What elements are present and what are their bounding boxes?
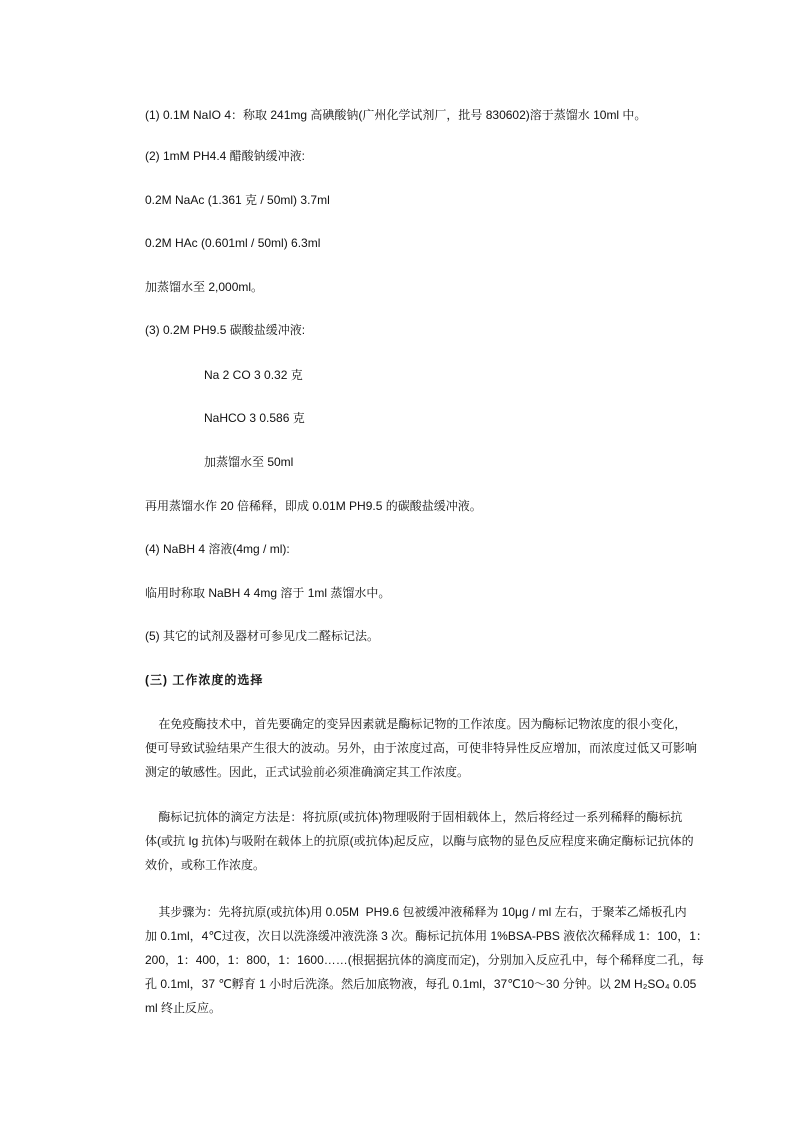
reagent-item-4: (4) NaBH 4 溶液(4mg / ml): [145,542,290,556]
paragraph-line: 效价，或称工作浓度。 [145,858,266,872]
paragraph-line: 测定的敏感性。因此，正式试验前必须准确滴定其工作浓度。 [145,765,470,779]
paragraph-line: 其步骤为：先将抗原(或抗体)用 0.05M PH9.6 包被缓冲液稀释为 10μg / ml 左右，于聚苯乙烯板孔内 [145,905,687,919]
reagent-line: 0.2M NaAc (1.361 克 / 50ml) 3.7ml [145,193,330,207]
paragraph-line: 加 0.1ml，4℃过夜，次日以洗涤缓冲液洗涤 3 次。酶标记抗体用 1%BSA-PBS 液依次稀释成 1：100，1： [145,929,708,943]
reagent-line: 加蒸馏水至 50ml [204,455,294,469]
paragraph-line: 孔 0.1ml，37 ℃孵育 1 小时后洗涤。然后加底物液，每孔 0.1ml，37℃10～30 分钟。以 2M H₂SO₄ 0.05 [145,977,697,991]
reagent-line: Na 2 CO 3 0.32 克 [204,368,303,382]
paragraph-line: 酶标记抗体的滴定方法是：将抗原(或抗体)物理吸附于固相载体上，然后将经过一系列稀释的酶标抗 [145,810,683,824]
reagent-item-5: (5) 其它的试剂及器材可参见戊二醛标记法。 [145,629,380,643]
reagent-line: 再用蒸馏水作 20 倍稀释，即成 0.01M PH9.5 的碳酸盐缓冲液。 [145,499,482,513]
reagent-line: 加蒸馏水至 2,000ml。 [145,280,264,294]
paragraph-line: 200，1：400，1：800，1：1600……(根据据抗体的滴度而定)，分别加入反应孔中，每个稀释度二孔，每 [145,953,704,967]
reagent-line: 0.2M HAc (0.601ml / 50ml) 6.3ml [145,236,321,250]
reagent-item-1: (1) 0.1M NaIO 4：称取 241mg 高碘酸钠(广州化学试剂厂，批号 830602)溶于蒸馏水 10ml 中。 [145,108,647,122]
reagent-line: 临用时称取 NaBH 4 4mg 溶于 1ml 蒸馏水中。 [145,586,391,600]
paragraph-line: 便可导致试验结果产生很大的波动。另外，由于浓度过高，可使非特异性反应增加，而浓度过低又可影响 [145,741,698,755]
reagent-line: NaHCO 3 0.586 克 [204,411,305,425]
paragraph-line: ml 终止反应。 [145,1001,221,1015]
reagent-item-2: (2) 1mM PH4.4 醋酸钠缓冲液: [145,149,306,163]
reagent-item-3: (3) 0.2M PH9.5 碳酸盐缓冲液: [145,323,306,337]
paragraph-line: 在免疫酶技术中，首先要确定的变异因素就是酶标记物的工作浓度。因为酶标记物浓度的很小变化， [145,717,687,731]
paragraph-line: 体(或抗 Ig 抗体)与吸附在载体上的抗原(或抗体)起反应，以酶与底物的显色反应程度来确定酶标记抗体的 [145,834,694,848]
section-heading: (三) 工作浓度的选择 [145,673,264,687]
